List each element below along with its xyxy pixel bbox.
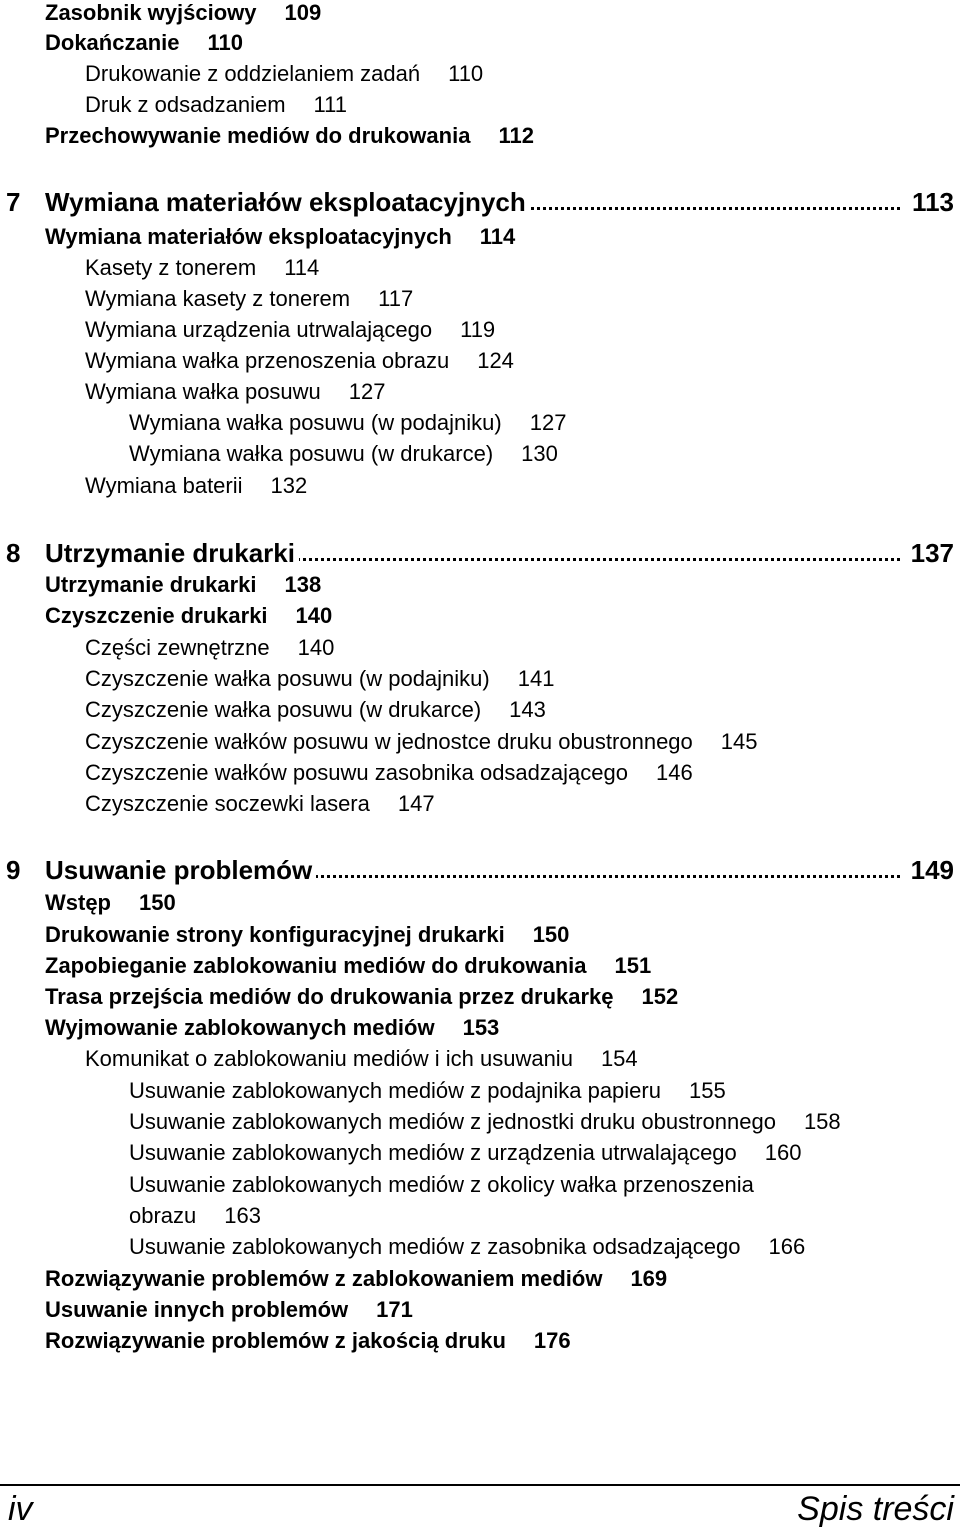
chapter-title: Wymiana materiałów eksploatacyjnych	[45, 184, 530, 220]
toc-entry-title: Wymiana urządzenia utrwalającego	[85, 317, 433, 342]
chapter-number: 7	[6, 187, 21, 217]
chapter-number: 8	[6, 538, 21, 568]
toc-entry-page: 150	[139, 890, 176, 915]
toc-entry-page: 176	[533, 1328, 571, 1353]
toc-entry-title: Komunikat o zablokowaniu mediów i ich usuwaniu	[85, 1046, 573, 1071]
toc-entry-page: 114	[479, 224, 516, 249]
toc-entry[interactable]	[0, 950, 960, 981]
toc-entry-page: 151	[614, 953, 652, 978]
toc-entry[interactable]	[0, 1043, 960, 1074]
toc-entry[interactable]	[0, 919, 960, 950]
toc-entry-page: 155	[688, 1078, 726, 1103]
toc-entry-title: Wymiana baterii	[85, 473, 243, 498]
toc-entry-title: Usuwanie zablokowanych mediów z okolicy wałka przenoszenia	[129, 1172, 754, 1197]
toc-entry-title: Kasety z tonerem	[85, 255, 257, 280]
toc-entry-title: Dokańczanie	[45, 30, 180, 55]
toc-entry-title-cont: obrazu	[129, 1203, 197, 1228]
toc-entry-title: Czyszczenie wałków posuwu zasobnika odsadzającego	[85, 760, 628, 785]
toc-entry[interactable]	[0, 58, 960, 89]
toc-entry-title: Zapobieganie zablokowaniu mediów do drukowania	[45, 953, 587, 978]
toc-entry[interactable]	[0, 788, 960, 819]
toc-entry[interactable]	[0, 1231, 960, 1262]
toc-entry-title: Wymiana wałka posuwu (w drukarce)	[129, 441, 494, 466]
toc-entry[interactable]	[0, 0, 960, 28]
toc-entry-page: 119	[460, 317, 496, 342]
toc-entry-title: Drukowanie strony konfiguracyjnej drukarki	[45, 922, 505, 947]
toc-entry-page: 112	[498, 123, 534, 148]
chapter-page: 149	[907, 852, 954, 888]
toc-entry-page: 124	[477, 348, 514, 373]
toc-entry[interactable]	[0, 1325, 960, 1356]
toc-entry[interactable]	[0, 663, 960, 694]
toc-entry[interactable]	[0, 1012, 960, 1043]
toc-entry[interactable]	[0, 283, 960, 314]
toc-entry-title: Wymiana wałka posuwu	[85, 379, 321, 404]
toc-entry[interactable]	[0, 569, 960, 600]
toc-entry[interactable]	[0, 726, 960, 757]
toc-entry-title-continued	[129, 1200, 960, 1231]
toc-entry-page: 169	[630, 1266, 668, 1291]
chapter-title: Usuwanie problemów	[45, 852, 316, 888]
toc-entry-page: 171	[376, 1297, 413, 1322]
toc-entry[interactable]	[0, 1075, 960, 1106]
toc-entry-title: Usuwanie zablokowanych mediów z zasobnika odsadzającego	[129, 1234, 741, 1259]
toc-entry-page: 145	[720, 729, 758, 754]
chapter-title: Utrzymanie drukarki	[45, 535, 299, 571]
toc-entry[interactable]	[0, 600, 960, 631]
toc-entry-page: 140	[297, 635, 335, 660]
toc-entry-title: Wymiana wałka przenoszenia obrazu	[85, 348, 450, 373]
toc-entry-page: 130	[521, 441, 558, 466]
toc-entry[interactable]	[0, 252, 960, 283]
chapter-heading[interactable]	[0, 184, 960, 220]
toc-entry-page: 153	[462, 1015, 500, 1040]
toc-entry-page: 110	[448, 61, 484, 86]
toc-entry-title: Usuwanie innych problemów	[45, 1297, 349, 1322]
toc-entry-title: Utrzymanie drukarki	[45, 572, 257, 597]
toc-entry-title: Usuwanie zablokowanych mediów z podajnika papieru	[129, 1078, 661, 1103]
toc-entry-page: 147	[397, 791, 435, 816]
toc-entry[interactable]	[0, 120, 960, 151]
toc-entry[interactable]	[0, 27, 960, 58]
toc-entry-title: Czyszczenie wałków posuwu w jednostce druku obustronnego	[85, 729, 693, 754]
toc-entry-page: 114	[284, 255, 320, 280]
toc-entry-title: Trasa przejścia mediów do drukowania przez drukarkę	[45, 984, 614, 1009]
toc-entry-page: 152	[641, 984, 679, 1009]
toc-entry[interactable]	[0, 314, 960, 345]
toc-entry[interactable]	[0, 981, 960, 1012]
toc-entry-title: Przechowywanie mediów do drukowania	[45, 123, 471, 148]
toc-entry-page: 160	[764, 1140, 802, 1165]
toc-entry[interactable]	[0, 376, 960, 407]
toc-entry-page: 154	[600, 1046, 638, 1071]
footer-section-title: Spis treści	[797, 1490, 954, 1528]
toc-entry-title: Wymiana wałka posuwu (w podajniku)	[129, 410, 502, 435]
footer-rule	[0, 1484, 960, 1486]
toc-entry[interactable]	[0, 887, 960, 918]
toc-entry-page: 110	[207, 30, 243, 55]
toc-entry[interactable]	[0, 345, 960, 376]
toc-entry-page: 146	[655, 760, 693, 785]
toc-entry[interactable]	[0, 757, 960, 788]
toc-entry-page: 127	[529, 410, 567, 435]
toc-entry-title: Czyszczenie drukarki	[45, 603, 268, 628]
toc-entry-page: 141	[517, 666, 555, 691]
toc-entry-page: 117	[378, 286, 414, 311]
toc-entry[interactable]	[0, 1169, 960, 1231]
toc-entry[interactable]	[0, 1137, 960, 1168]
toc-entry-title: Usuwanie zablokowanych mediów z urządzenia utrwalającego	[129, 1140, 737, 1165]
toc-entry-title: Drukowanie z oddzielaniem zadań	[85, 61, 421, 86]
toc-entry[interactable]	[0, 632, 960, 663]
toc-entry-page: 138	[284, 572, 322, 597]
toc-entry-title: Czyszczenie wałka posuwu (w podajniku)	[85, 666, 490, 691]
chapter-number: 9	[6, 855, 21, 885]
footer-page-number: iv	[8, 1490, 33, 1528]
toc-entry[interactable]	[0, 89, 960, 120]
toc-entry-page: 158	[803, 1109, 841, 1134]
toc-entry[interactable]	[0, 1263, 960, 1294]
toc-entry-page: 132	[270, 473, 308, 498]
chapter-page: 113	[908, 184, 954, 220]
toc-entry-page: 150	[532, 922, 570, 947]
toc-entry-title: Części zewnętrzne	[85, 635, 270, 660]
toc-entry[interactable]	[0, 1294, 960, 1325]
toc-entry-title: Zasobnik wyjściowy	[45, 0, 257, 25]
toc-entry-title: Czyszczenie soczewki lasera	[85, 791, 370, 816]
toc-entry-title: Rozwiązywanie problemów z zablokowaniem mediów	[45, 1266, 603, 1291]
chapter-heading[interactable]	[0, 535, 960, 571]
toc-entry-title: Druk z odsadzaniem	[85, 92, 286, 117]
toc-entry-title: Rozwiązywanie problemów z jakością druku	[45, 1328, 506, 1353]
toc-entry[interactable]	[0, 1106, 960, 1137]
chapter-heading[interactable]	[0, 852, 960, 888]
toc-entry-page: 166	[768, 1234, 806, 1259]
toc-entry[interactable]	[0, 221, 960, 252]
toc-entry-page: 111	[313, 92, 347, 117]
toc-entry-page: 143	[509, 697, 546, 722]
toc-entry-title: Wymiana kasety z tonerem	[85, 286, 351, 311]
chapter-page: 137	[907, 535, 954, 571]
toc-entry[interactable]	[0, 438, 960, 469]
toc-entry-page: 127	[348, 379, 386, 404]
toc-entry-title: Wymiana materiałów eksploatacyjnych	[45, 224, 452, 249]
toc-entry-page: 163	[224, 1203, 261, 1228]
toc-entry-page: 109	[284, 0, 322, 25]
toc-entry[interactable]	[0, 694, 960, 725]
toc-entry-title: Wyjmowanie zablokowanych mediów	[45, 1015, 435, 1040]
toc-entry-title: Czyszczenie wałka posuwu (w drukarce)	[85, 697, 482, 722]
toc-entry-title: Wstęp	[45, 890, 111, 915]
toc-entry-title: Usuwanie zablokowanych mediów z jednostki druku obustronnego	[129, 1109, 776, 1134]
toc-entry[interactable]	[0, 470, 960, 501]
toc-entry-page: 140	[295, 603, 333, 628]
toc-entry[interactable]	[0, 407, 960, 438]
